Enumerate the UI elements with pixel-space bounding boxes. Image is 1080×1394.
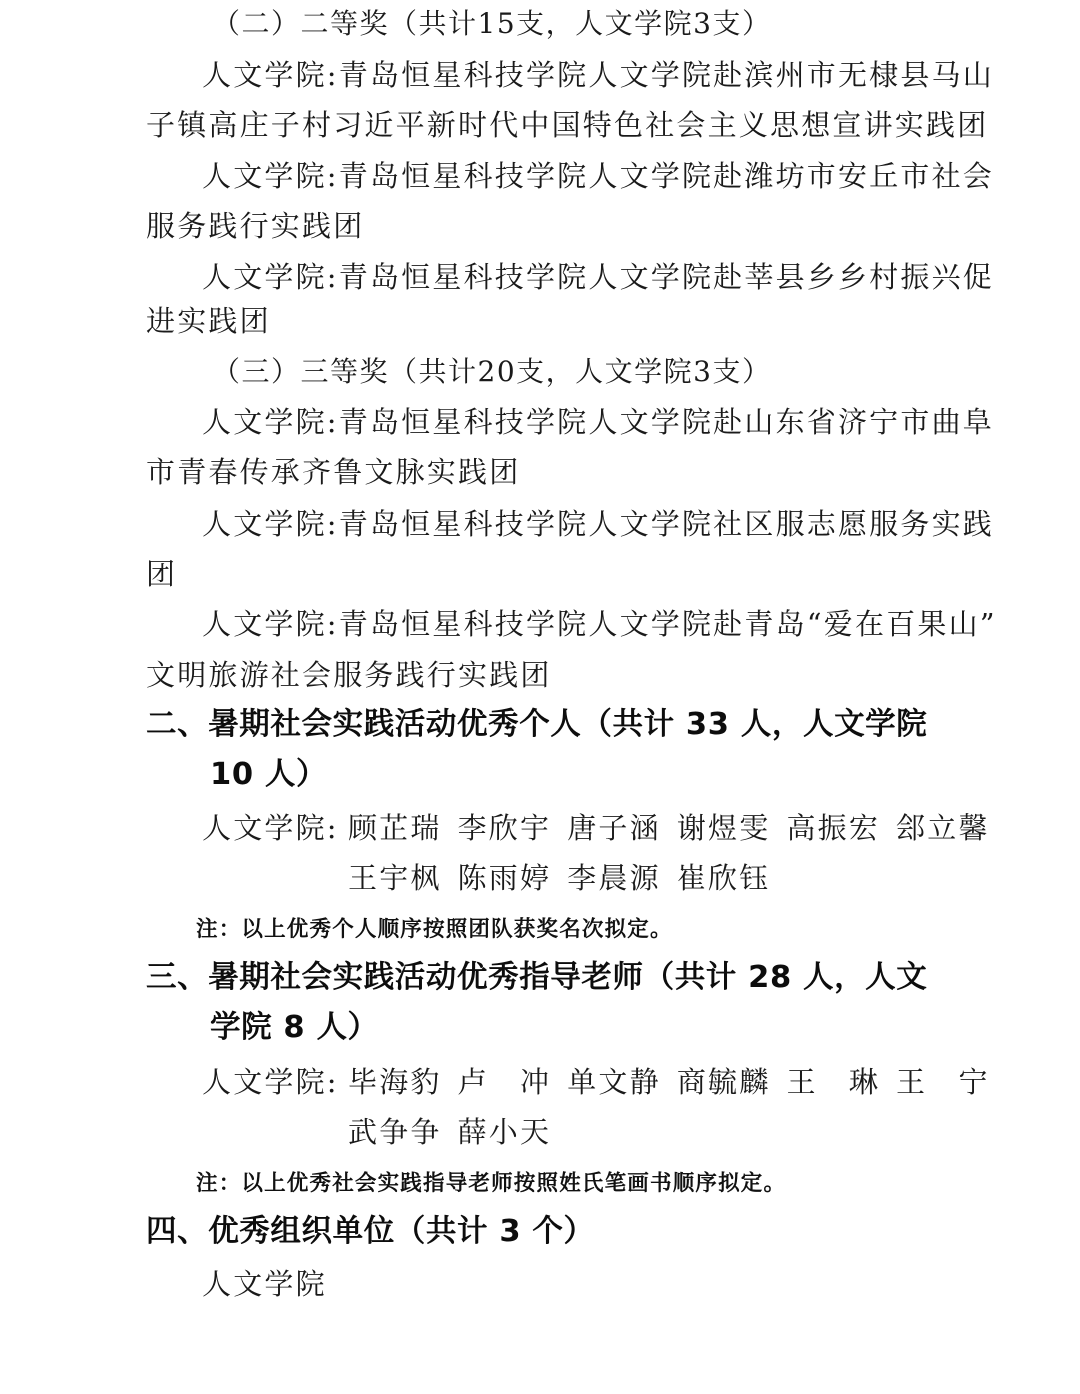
section2-label: 人文学院: (202, 811, 339, 845)
teacher-name: 单文静 (567, 1065, 661, 1099)
teacher-name: 王 宁 (896, 1065, 990, 1099)
third-prize-entry-1-line1: 人文学院:青岛恒星科技学院人文学院赴山东省济宁市曲阜 (202, 405, 994, 439)
section3-heading-line1: 三、暑期社会实践活动优秀指导老师（共计 28 人，人文 (146, 960, 928, 995)
section2-heading-line1: 二、暑期社会实践活动优秀个人（共计 33 人，人文学院 (146, 707, 928, 742)
third-prize-entry-1-line2: 市青春传承齐鲁文脉实践团 (146, 455, 521, 489)
student-name: 李晨源 (567, 861, 661, 895)
teacher-name: 薛小天 (457, 1115, 552, 1149)
third-prize-entry-3-line2: 文明旅游社会服务践行实践团 (146, 658, 552, 692)
student-name: 唐子涵 (567, 811, 661, 845)
section3-note: 注：以上优秀社会实践指导老师按照姓氏笔画书顺序拟定。 (196, 1171, 787, 1196)
third-prize-heading: （三）三等奖（共计20支，人文学院3支） (212, 355, 772, 388)
third-prize-entry-3-line1: 人文学院:青岛恒星科技学院人文学院赴青岛“爱在百果山” (202, 607, 997, 641)
student-name: 谢煜雯 (676, 811, 771, 845)
student-name: 高振宏 (786, 811, 881, 845)
student-name: 陈雨婷 (457, 861, 552, 895)
second-prize-entry-1-line1: 人文学院:青岛恒星科技学院人文学院赴滨州市无棣县马山 (202, 58, 994, 92)
student-name: 郐立馨 (896, 811, 990, 845)
section2-note: 注：以上优秀个人顺序按照团队获奖名次拟定。 (196, 917, 673, 942)
second-prize-entry-2-line1: 人文学院:青岛恒星科技学院人文学院赴潍坊市安丘市社会 (202, 159, 994, 193)
section4-heading: 四、优秀组织单位（共计 3 个） (146, 1214, 595, 1249)
teacher-name: 毕海豹 (348, 1065, 442, 1099)
section3-label: 人文学院: (202, 1065, 339, 1099)
section3-names-row1 (348, 1064, 1006, 1100)
second-prize-entry-3-line1: 人文学院:青岛恒星科技学院人文学院赴莘县乡乡村振兴促 (202, 260, 994, 294)
teacher-name: 王 琳 (786, 1065, 881, 1099)
section4-unit: 人文学院 (202, 1267, 327, 1301)
second-prize-entry-2-line2: 服务践行实践团 (146, 209, 365, 243)
section3-names-row2 (348, 1114, 567, 1150)
section2-names-row1 (348, 810, 1006, 846)
student-name: 崔欣钰 (676, 861, 771, 895)
second-prize-heading: （二）二等奖（共计15支，人文学院3支） (212, 7, 772, 40)
third-prize-entry-2-line2: 团 (146, 557, 178, 591)
section3-heading-line2: 学院 8 人） (210, 1010, 379, 1045)
student-name: 王宇枫 (348, 861, 442, 895)
second-prize-entry-1-line2: 子镇高庄子村习近平新时代中国特色社会主义思想宣讲实践团 (146, 108, 989, 142)
second-prize-entry-3-line2: 进实践团 (146, 304, 271, 338)
section2-names-row2 (348, 860, 786, 896)
teacher-name: 商毓麟 (676, 1065, 771, 1099)
third-prize-entry-2-line1: 人文学院:青岛恒星科技学院人文学院社区服志愿服务实践 (202, 507, 994, 541)
student-name: 顾芷瑞 (348, 811, 442, 845)
teacher-name: 卢 冲 (457, 1065, 552, 1099)
teacher-name: 武争争 (348, 1115, 442, 1149)
student-name: 李欣宇 (457, 811, 552, 845)
section2-heading-line2: 10 人） (210, 757, 328, 792)
